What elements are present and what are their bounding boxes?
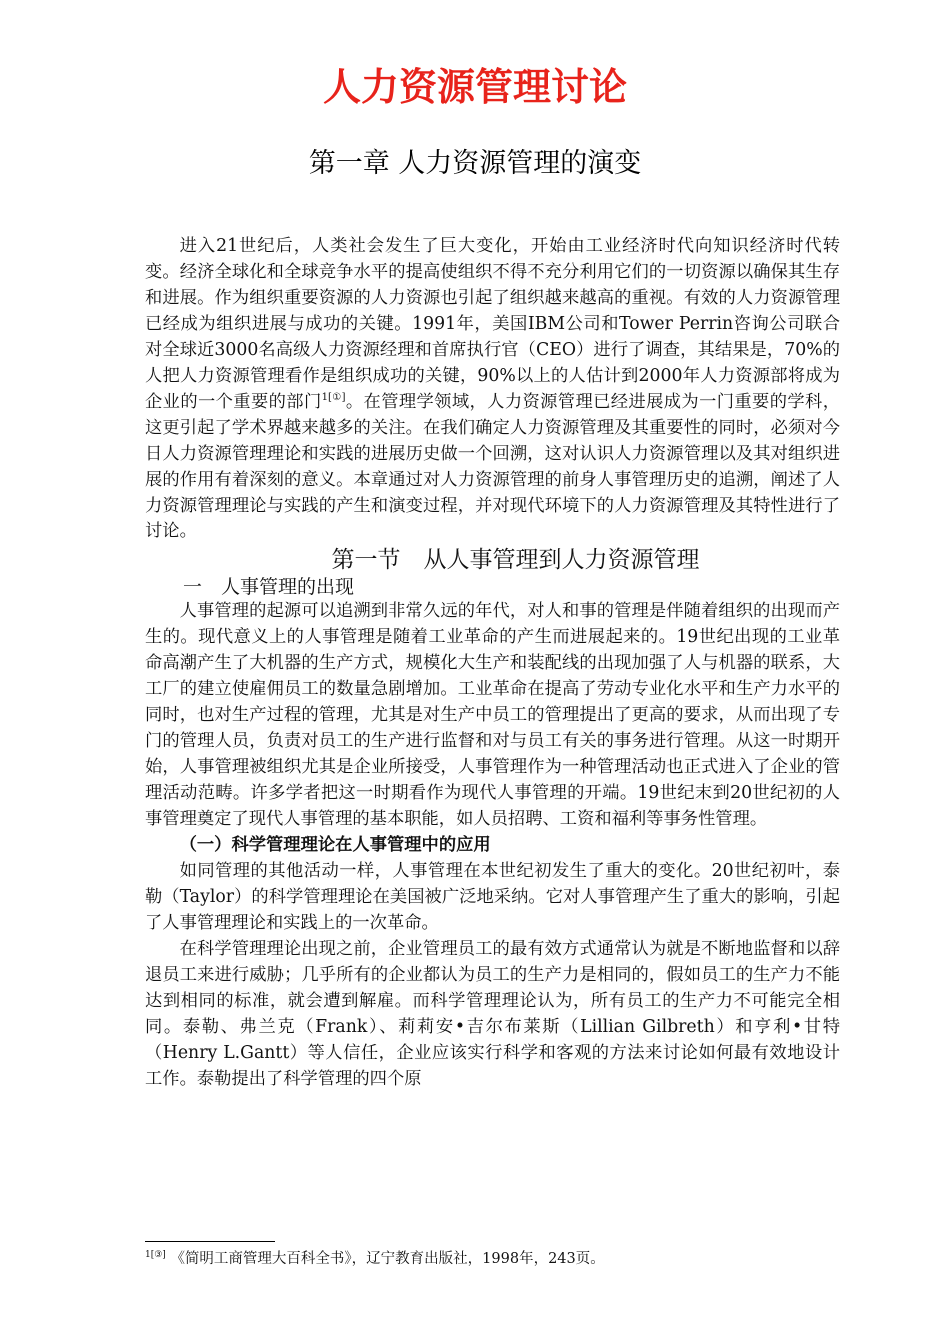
intro-paragraph xyxy=(145,234,840,545)
intro-text-part2: 。在管理学领域，人力资源管理已经进展成为一门重要的学科，这更引起了学术界越来越多的关注。在我们确定人力资源管理及其重要性的同时，必须对今日人力资源管理理论和实践的进展历史做一个回溯，这对认识人力资源管理以及其对组织进展的作用有着深刻的意义。本章通过对人力资源管理的前身人事管理历史的追溯，阐述了人力资源管理理论与实践的产生和演变过程，并对现代环境下的人力资源管理及其特性进行了讨论。 xyxy=(145,391,840,542)
footnote-text: 《简明工商管理大百科全书》，辽宁教育出版社，1998年，243页。 xyxy=(170,1251,605,1267)
paragraph-personnel-origin: 人事管理的起源可以追溯到非常久远的年代，对人和事的管理是伴随着组织的出现而产生的。现代意义上的人事管理是随着工业革命的产生而进展起来的。19世纪出现的工业革命高潮产生了大机器的生产方式，规模化大生产和装配线的出现加强了人与机器的联系，大工厂的建立使雇佣员工的数量急剧增加。工业革命在提高了劳动专业化水平和生产力水平的同时，也对生产过程的管理，尤其是对生产中员工的管理提出了更高的要求，从而出现了专门的管理人员，负责对员工的生产进行监督和对与员工有关的事务进行管理。从这一时期开始，人事管理被组织尤其是企业所接受，人事管理作为一种管理活动也正式进入了企业的管理活动范畴。许多学者把这一时期看作为现代人事管理的开端。19世纪末到20世纪初的人事管理奠定了现代人事管理的基本职能，如人员招聘、工资和福利等事务性管理。 xyxy=(145,601,840,830)
footnote xyxy=(145,1248,845,1270)
sub-subsection-title: （一）科学管理理论在人事管理中的应用 xyxy=(179,835,491,856)
document-title: 人力资源管理讨论 xyxy=(322,65,627,109)
subsection-title: 一 人事管理的出现 xyxy=(183,576,355,599)
section-title: 第一节 从人事管理到人力资源管理 xyxy=(331,547,700,574)
chapter-title: 第一章 人力资源管理的演变 xyxy=(308,148,642,179)
document-body xyxy=(145,234,840,1093)
paragraph-scientific-management: 如同管理的其他活动一样，人事管理在本世纪初发生了重大的变化。20世纪初叶，泰勒（Taylor）的科学管理理论在美国被广泛地采纳。它对人事管理产生了重大的影响，引起了人事管理理论和实践上的一次革命。 xyxy=(145,860,840,933)
footnote-marker: 1[③] xyxy=(145,1250,166,1261)
paragraph-before-scientific-management: 在科学管理理论出现之前，企业管理员工的最有效方式通常认为就是不断地监督和以辞退员工来进行威胁；几乎所有的企业都认为员工的生产力是相同的，假如员工的生产力不能达到相同的标准，就会遭到解雇。而科学管理理论认为，所有员工的生产力不可能完全相同。泰勒、弗兰克（Frank）、莉莉安•吉尔布莱斯（Lillian Gilbreth）和亨利•甘特（Henry L.Gantt）等人信任，企业应该实行科学和客观的方法来讨论如何最有效地设计工作。泰勒提出了科学管理的四个原 xyxy=(145,938,840,1089)
footnote-reference[interactable]: 1[①] xyxy=(321,391,346,403)
intro-text-part1: 进入21世纪后，人类社会发生了巨大变化，开始由工业经济时代向知识经济时代转变。经济全球化和全球竞争水平的提高使组织不得不充分利用它们的一切资源以确保其生存和进展。作为组织重要资源的人力资源也引起了组织越来越高的重视。有效的人力资源管理已经成为组织进展与成功的关键。1991年，美国IBM公司和Tower Perrin咨询公司联合对全球近3000名高级人力资源经理和首席执行官（CEO）进行了调查，其结果是，70%的人把人力资源管理看作是组织成功的关键，90%以上的人估计到2000年人力资源部将成为企业的一个重要的部门 xyxy=(145,236,840,412)
footnote-divider xyxy=(145,1241,275,1242)
